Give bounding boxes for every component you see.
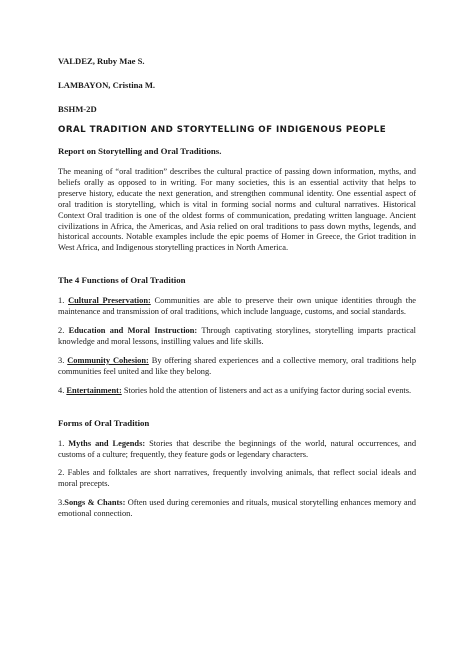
form-term: Myths and Legends:	[68, 438, 146, 448]
form-item	[58, 468, 416, 490]
functions-heading: The 4 Functions of Oral Tradition	[58, 275, 186, 286]
function-item	[58, 296, 416, 318]
function-text: Communities are able to preserve their own unique identities through the maintenance and transmission of oral traditions, which include language, customs, and social standards.	[58, 296, 417, 317]
form-number: 1.	[58, 438, 65, 448]
function-item	[58, 386, 416, 397]
spacer	[58, 262, 416, 275]
function-text: By offering shared experiences and a collective memory, oral traditions help communities feel united and like they belong.	[58, 355, 417, 376]
function-number: 2.	[58, 326, 65, 336]
form-text: Fables and folktales are short narratives, frequently involving animals, that reflect social ideals and moral precepts.	[58, 468, 417, 489]
form-term: Songs & Chants:	[64, 498, 126, 508]
document-content	[58, 56, 416, 528]
author-name: VALDEZ, Ruby Mae S.	[58, 56, 145, 66]
function-number: 4.	[58, 385, 65, 395]
function-number: 3.	[58, 355, 65, 365]
section-code: BSHM-2D	[58, 104, 97, 114]
form-item	[58, 439, 416, 461]
document-title: ORAL TRADITION AND STORYTELLING OF INDIGENOUS PEOPLE	[58, 125, 387, 135]
function-text: Through captivating storylines, storytelling imparts practical knowledge and moral lessons, instilling values and life skills.	[58, 326, 417, 346]
form-text: Often used during ceremonies and rituals, musical storytelling enhances memory and emotional connection.	[58, 498, 416, 519]
form-text: Stories that describe the beginnings of the world, natural occurrences, and customs of a culture; frequently, they feature gods or legendary characters.	[58, 438, 417, 459]
function-number: 1.	[58, 296, 65, 306]
form-item	[58, 498, 416, 520]
report-body: The meaning of “oral tradition” describes the cultural practice of passing down information, myths, and beliefs orally as opposed to in writing. For many societies, this is an essential activity that helps to preserve history, educate the next generation, and strengthen communal identity. One essential aspect of oral tradition is storytelling, which is vital in forming social norms and cultural narratives. Historical Context Oral tradition is one of the oldest forms of communication, predating written language. Ancient civilizations in Africa, the Americas, and Asia relied on oral traditions to pass down myths, legends, and historical accounts. Notable examples include the epic poems of Homer in Greece, the Griot tradition in West Africa, and Indigenous storytelling practices in North America.	[58, 167, 416, 253]
report-heading: Report on Storytelling and Oral Traditions.	[58, 146, 222, 156]
function-term: Community Cohesion:	[67, 355, 149, 365]
author-name: LAMBAYON, Cristina M.	[58, 80, 156, 90]
form-number: 3.	[58, 498, 65, 508]
function-term: Cultural Preservation:	[68, 296, 151, 306]
forms-heading: Forms of Oral Tradition	[58, 417, 150, 428]
function-text: Stories hold the attention of listeners and act as a unifying factor during social events.	[123, 385, 412, 395]
function-item	[58, 326, 416, 348]
function-item	[58, 356, 416, 378]
function-term: Education and Moral Instruction:	[68, 326, 198, 336]
spacer	[58, 405, 416, 418]
function-term: Entertainment:	[66, 385, 122, 395]
form-number: 2.	[58, 468, 65, 478]
